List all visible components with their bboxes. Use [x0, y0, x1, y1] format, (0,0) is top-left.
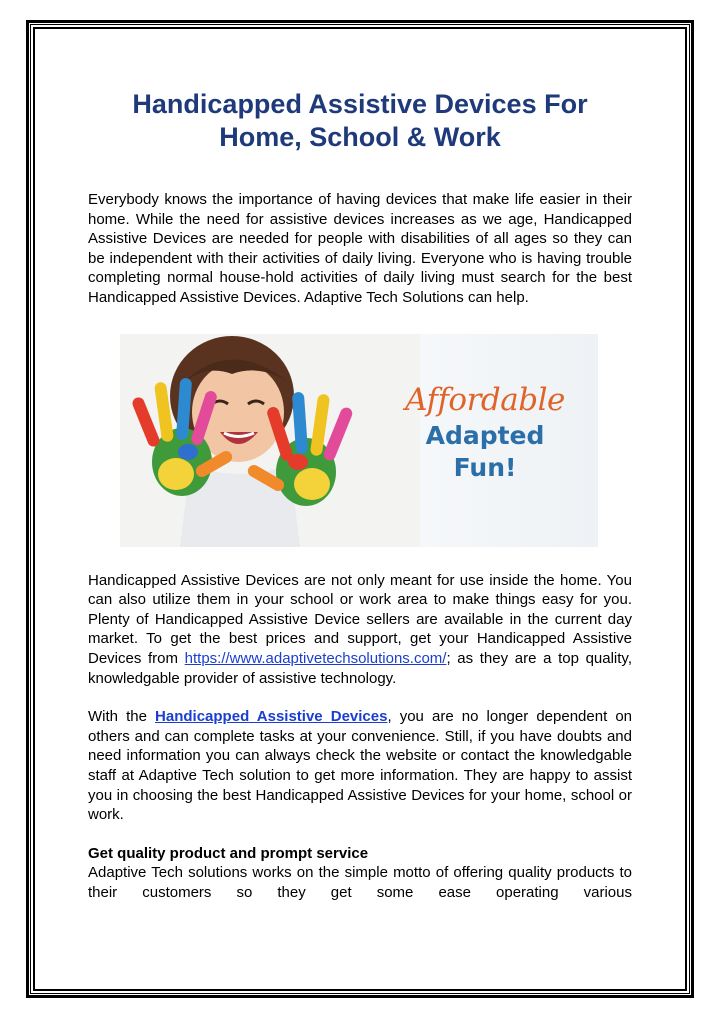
hero-text-adapted: Adapted: [425, 420, 545, 450]
second-paragraph-text: Handicapped Assistive Devices are not only meant for use inside the home. You can also utilize them in your school or work area to make things easy for you. Plenty of Handicapped Assistive Device sellers are available in the current day market. To get the best prices and support, get your Handicapped Assistive Devices from: [88, 571, 632, 667]
third-paragraph: [88, 707, 632, 825]
page-title: [88, 88, 632, 154]
second-paragraph-end: ; as they are a top quality, knowledgable provider of assistive technology.: [88, 649, 632, 687]
document-content: [88, 88, 632, 902]
handicapped-assistive-devices-link[interactable]: Handicapped Assistive Devices: [155, 708, 388, 726]
hero-text-fun: Fun!: [453, 452, 517, 482]
title-line-2: Home, School & Work: [219, 122, 501, 152]
fourth-paragraph: Adaptive Tech solutions works on the simple motto of offering quality products to their customers so they get some ease operating various: [88, 864, 632, 901]
intro-paragraph: Everybody knows the importance of having devices that make life easier in their home. While the need for assistive devices increases as we age, Handicapped Assistive Devices are needed for people with disabilities of all ages so they can be independent with their activities of daily living. Everyone who is having trouble completing normal house-hold activities of daily living must search for the best Handicapped Assistive Devices. Adaptive Tech Solutions can help.: [88, 191, 632, 306]
third-paragraph-end: , you are no longer dependent on others and can complete tasks at your convenience. Still, if you have doubts and need information you can always check the website or contact the knowledgable staff at Adaptive Tech solution to get more information. They are happy to assist you in choosing the best Handicapped Assistive Devices for your home, school or work.: [88, 708, 633, 824]
hero-image-caption: [400, 382, 570, 484]
hero-image: [120, 334, 598, 547]
hero-text-affordable: Affordable: [405, 381, 565, 418]
second-paragraph: [88, 571, 632, 689]
website-link[interactable]: https://www.adaptivetechsolutions.com/: [184, 649, 447, 667]
title-line-1: Handicapped Assistive Devices For: [132, 89, 588, 119]
third-paragraph-start: With the: [88, 708, 156, 726]
section-heading: Get quality product and prompt service: [88, 844, 369, 862]
